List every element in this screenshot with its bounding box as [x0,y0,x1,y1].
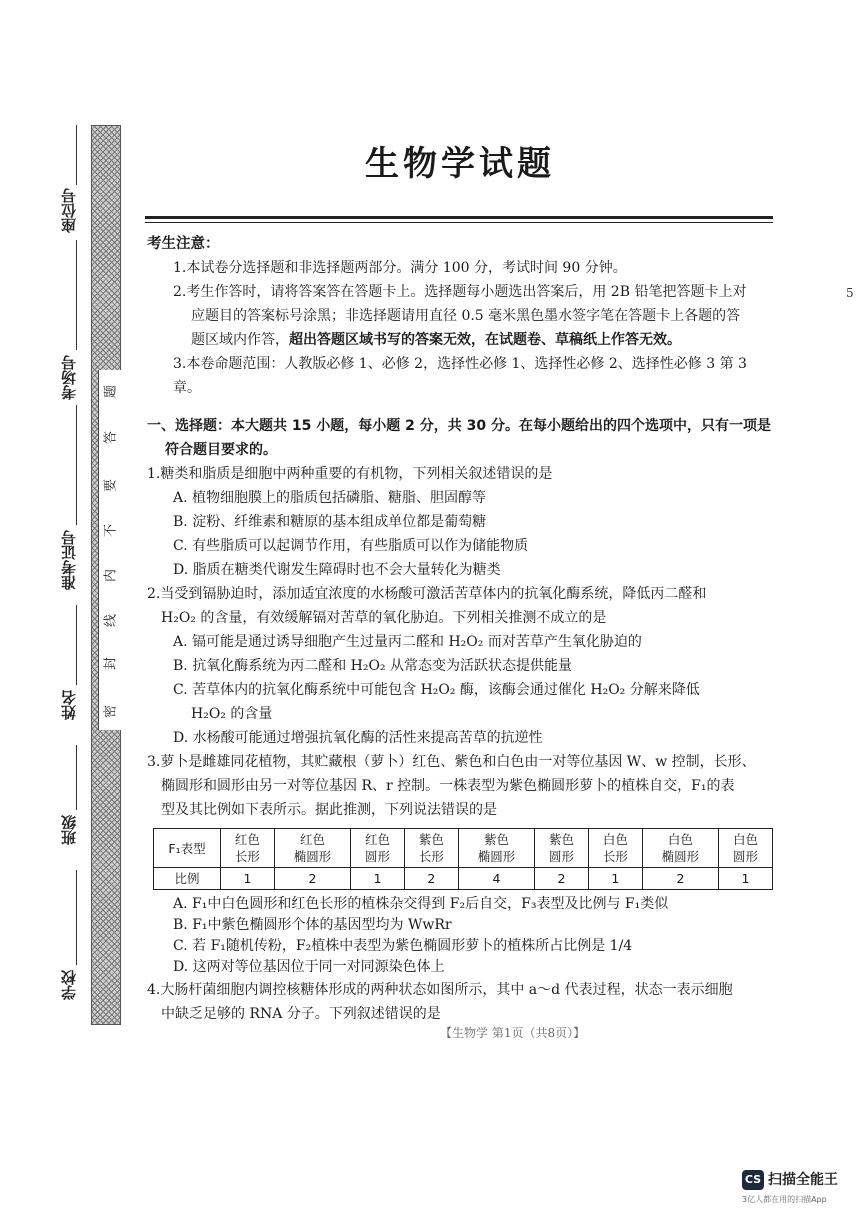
option: A. 植物细胞膜上的脂质包括磷脂、糖脂、胆固醇等 [173,490,487,506]
option-cont [147,702,775,726]
notice-item-cont: 题区域内作答， [191,332,289,348]
notice-item-cont: 应题目的答案标号涂黑；非选择题请用直径 0.5 毫米黑色墨水签字笔在答题卡上各题的答 [191,308,741,324]
shape-text: 圆形 [365,849,391,864]
seal-char: 要 [103,479,119,493]
name-label: 姓名 [60,690,78,720]
question-stem-cont: 型及其比例如下表所示。据此推测，下列说法错误的是 [161,802,497,818]
seal-char: 内 [103,569,119,583]
notice-item [147,304,775,328]
seal-char: 不 [103,524,119,538]
ratio-cell: 1 [588,868,642,890]
question-2 [147,582,775,750]
phenotype-cell [535,829,589,868]
section-heading [147,414,775,462]
color-text: 白色 [602,832,628,847]
school-label: 学校 [60,970,78,1000]
question-stem: 1.糖类和脂质是细胞中两种重要的有机物，下列相关叙述错误的是 [147,466,553,482]
notice-item: 2.考生作答时，请将答案答在答题卡上。选择题每小题选出答案后，用 2B 铅笔把答题卡上对 [173,284,747,300]
question-stem: 3.萝卜是雌雄同花植物，其贮藏根（萝卜）红色、紫色和白色由一对等位基因 W、w 控制，长形、 [147,754,756,770]
title-rule-thin [145,222,773,223]
camscanner-name: 扫描全能王 [768,1172,838,1188]
option-cont-text: H₂O₂ 的含量 [191,706,273,722]
option: D. 水杨酸可能通过增强抗氧化酶的活性来提高苦草的抗逆性 [173,730,543,746]
ratio-cell: 1 [719,868,773,890]
title-rule [145,216,773,219]
school-line [76,870,77,965]
seal-char: 答 [103,431,119,445]
camscanner-logo: CS [742,1170,764,1190]
color-text: 紫色 [549,832,575,847]
phenotype-table [153,828,773,890]
shape-text: 椭圆形 [661,849,700,864]
question-stem-cont: 椭圆形和圆形由另一对等位基因 R、r 控制。一株表型为紫色椭圆形萝卜的植株自交，F₁的表 [161,778,735,794]
ratio-cell: 2 [642,868,718,890]
phenotype-cell [404,829,458,868]
option: A. 镉可能是通过诱导细胞产生过量丙二醛和 H₂O₂ 而对苦草产生氧化胁迫的 [173,634,642,650]
option: B. F₁中紫色椭圆形个体的基因型均为 WwRr [173,917,452,933]
shape-text: 圆形 [733,849,759,864]
phenotype-cell [458,829,534,868]
color-text: 白色 [733,832,759,847]
class-line [76,745,77,810]
page-title: 生物学试题 [365,144,555,184]
option: C. 苦草体内的抗氧化酶系统中可能包含 H₂O₂ 酶，该酶会通过催化 H₂O₂ 分解来降低 [173,682,700,698]
question-stem-cont: H₂O₂ 的含量，有效缓解镉对苦草的氧化胁迫。下列相关推测不成立的是 [161,610,607,626]
shape-text: 长形 [602,849,628,864]
option: D. 这两对等位基因位于同一对同源染色体上 [173,959,445,975]
table-header-label: F₁表型 [154,829,221,868]
question-stem-cont: 中缺乏足够的 RNA 分子。下列叙述错误的是 [161,1006,441,1022]
option: D. 脂质在糖类代谢发生障碍时也不会大量转化为糖类 [173,562,501,578]
question-3 [147,750,775,978]
exam-room-label: 考场号 [60,355,78,400]
name-line [76,605,77,685]
table-ratio-label: 比例 [154,868,221,890]
seal-line-box [98,370,121,730]
edge-mark: 5 [846,286,854,300]
option: C. 若 F₁随机传粉，F₂植株中表型为紫色椭圆形萝卜的植株所占比例是 1/4 [173,938,633,954]
shape-text: 椭圆形 [293,849,332,864]
notice-item: 3.本卷命题范围：人教版必修 1、必修 2，选择性必修 1、选择性必修 2、选择性必修 3 第 3 章。 [173,356,747,396]
color-text: 红色 [234,832,260,847]
question-4 [147,978,775,1026]
section-line: 符合题目要求的。 [165,442,277,458]
color-text: 白色 [667,832,693,847]
camscanner-tagline: 3亿人都在用的扫描App [742,1195,827,1204]
phenotype-cell [221,829,275,868]
question-1 [147,462,775,582]
ticket-number-label: 准考证号 [60,530,78,590]
ratio-cell: 1 [221,868,275,890]
ticket-number-line [76,405,77,525]
exam-room-line [76,240,77,350]
notice-bold-warning: 超出答题区域书写的答案无效，在试题卷、草稿纸上作答无效。 [289,332,681,348]
table-ratio-row [154,868,773,890]
ratio-cell: 4 [458,868,534,890]
table-header-row [154,829,773,868]
phenotype-cell [351,829,405,868]
seat-number-label: 座位号 [60,188,78,233]
exam-content [147,228,775,1026]
shape-text: 长形 [234,849,260,864]
shape-text: 长形 [418,849,444,864]
notice-heading: 考生注意： [147,236,220,252]
phenotype-cell [642,829,718,868]
seal-char: 封 [103,657,119,671]
notice-item [147,328,775,352]
color-text: 红色 [365,832,391,847]
phenotype-cell [588,829,642,868]
color-text: 紫色 [418,832,444,847]
question-stem: 4.大肠杆菌细胞内调控核糖体形成的两种状态如图所示，其中 a～d 代表过程，状态一表示细胞 [147,982,733,998]
ratio-cell: 2 [535,868,589,890]
phenotype-cell [274,829,350,868]
seal-char: 密 [103,705,119,719]
binding-strip [0,0,90,1217]
notice-item: 1.本试卷分选择题和非选择题两部分。满分 100 分，考试时间 90 分钟。 [173,260,627,276]
ratio-cell: 2 [274,868,350,890]
ratio-cell: 2 [404,868,458,890]
question-stem: 2.当受到镉胁迫时，添加适宜浓度的水杨酸可激活苦草体内的抗氧化酶系统，降低丙二醛和 [147,586,707,602]
section-line: 一、选择题：本大题共 15 小题，每小题 2 分，共 30 分。在每小题给出的四个选项中，只有一项是 [147,418,771,434]
option: C. 有些脂质可以起调节作用，有些脂质可以作为储能物质 [173,538,529,554]
class-label: 班级 [60,815,78,845]
seal-char: 题 [103,385,119,399]
option: A. F₁中白色圆形和红色长形的植株杂交得到 F₂后自交，F₃表型及比例与 F₁类似 [173,896,669,912]
shape-text: 圆形 [549,849,575,864]
seat-number-line [76,125,77,185]
page-footer: 【生物学 第1页（共8页）】 [440,1026,586,1038]
ratio-cell: 1 [351,868,405,890]
phenotype-cell [719,829,773,868]
option: B. 抗氧化酶系统为丙二醛和 H₂O₂ 从常态变为活跃状态提供能量 [173,658,572,674]
color-text: 紫色 [483,832,509,847]
color-text: 红色 [299,832,325,847]
option: B. 淀粉、纤维素和糖原的基本组成单位都是葡萄糖 [173,514,487,530]
seal-char: 线 [103,614,119,628]
shape-text: 椭圆形 [477,849,516,864]
